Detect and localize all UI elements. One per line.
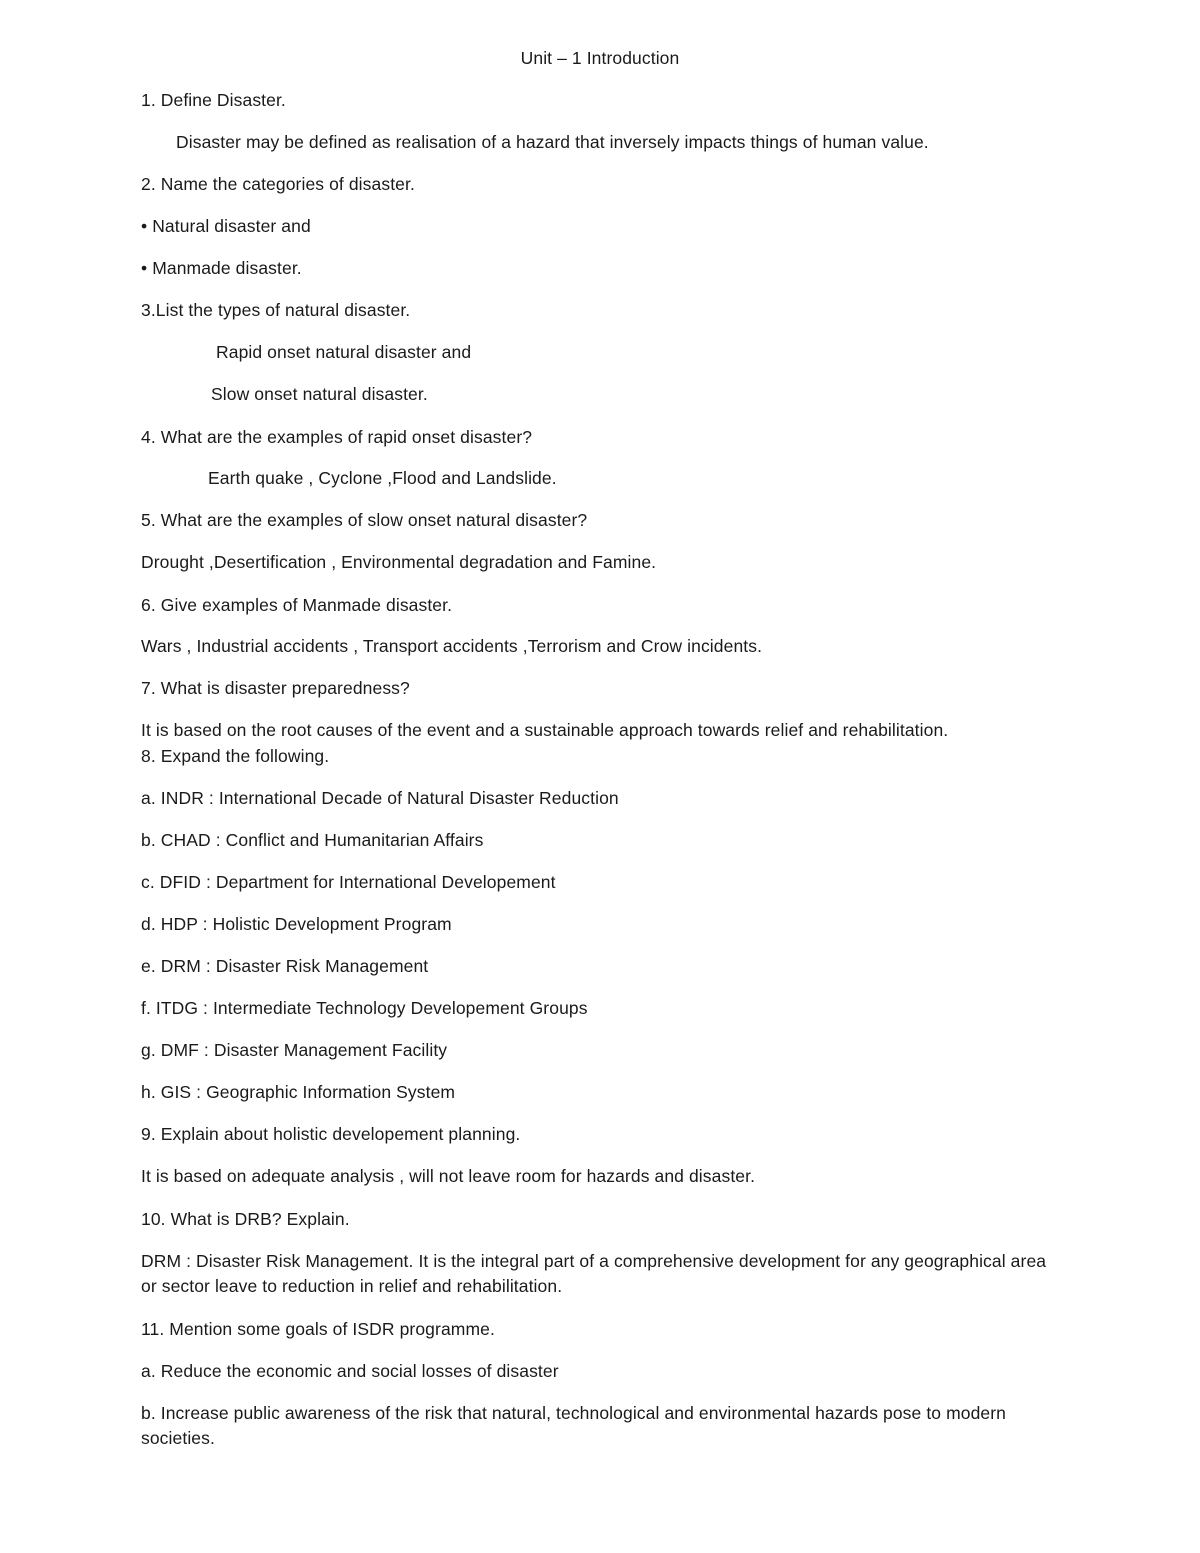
answer-2-item: • Manmade disaster. xyxy=(141,258,302,278)
question-7: 7. What is disaster preparedness? xyxy=(141,678,410,698)
expansion-item: d. HDP : Holistic Development Program xyxy=(141,914,452,934)
question-8: 8. Expand the following. xyxy=(141,746,330,766)
answer-3-item: Rapid onset natural disaster and xyxy=(216,342,472,362)
expansion-item: h. GIS : Geographic Information System xyxy=(141,1082,456,1102)
answer-4: Earth quake , Cyclone ,Flood and Landslide. xyxy=(208,468,557,488)
answer-1: Disaster may be defined as realisation of a hazard that inversely impacts things of human value. xyxy=(176,132,929,152)
question-1: 1. Define Disaster. xyxy=(141,90,286,110)
question-3: 3.List the types of natural disaster. xyxy=(141,300,411,320)
answer-7: It is based on the root causes of the event and a sustainable approach towards relief and rehabilitation. xyxy=(141,720,949,740)
answer-3-item: Slow onset natural disaster. xyxy=(211,384,428,404)
question-10: 10. What is DRB? Explain. xyxy=(141,1209,350,1229)
answer-2-item: • Natural disaster and xyxy=(141,216,311,236)
expansion-item: c. DFID : Department for International Developement xyxy=(141,872,556,892)
expansion-item: f. ITDG : Intermediate Technology Developement Groups xyxy=(141,998,588,1018)
goal-item: b. Increase public awareness of the risk that natural, technological and environmental hazards pose to modern societies. xyxy=(141,1403,1007,1448)
answer-10: DRM : Disaster Risk Management. It is the integral part of a comprehensive development for any geographical area or sector leave to reduction in relief and rehabilitation. xyxy=(141,1251,1047,1296)
question-5: 5. What are the examples of slow onset natural disaster? xyxy=(141,510,588,530)
answer-6: Wars , Industrial accidents , Transport accidents ,Terrorism and Crow incidents. xyxy=(141,636,763,656)
answer-5: Drought ,Desertification , Environmental degradation and Famine. xyxy=(141,552,657,572)
expansion-item: a. INDR : International Decade of Natural Disaster Reduction xyxy=(141,788,619,808)
question-6: 6. Give examples of Manmade disaster. xyxy=(141,595,453,615)
expansion-item: g. DMF : Disaster Management Facility xyxy=(141,1040,448,1060)
expansion-item: e. DRM : Disaster Risk Management xyxy=(141,956,429,976)
question-4: 4. What are the examples of rapid onset disaster? xyxy=(141,427,533,447)
goal-item: a. Reduce the economic and social losses of disaster xyxy=(141,1361,559,1381)
question-2: 2. Name the categories of disaster. xyxy=(141,174,415,194)
expansion-item: b. CHAD : Conflict and Humanitarian Affairs xyxy=(141,830,484,850)
question-11: 11. Mention some goals of ISDR programme. xyxy=(141,1319,495,1339)
answer-9: It is based on adequate analysis , will not leave room for hazards and disaster. xyxy=(141,1166,756,1186)
question-9: 9. Explain about holistic developement planning. xyxy=(141,1124,521,1144)
page-title: Unit – 1 Introduction xyxy=(520,48,680,68)
